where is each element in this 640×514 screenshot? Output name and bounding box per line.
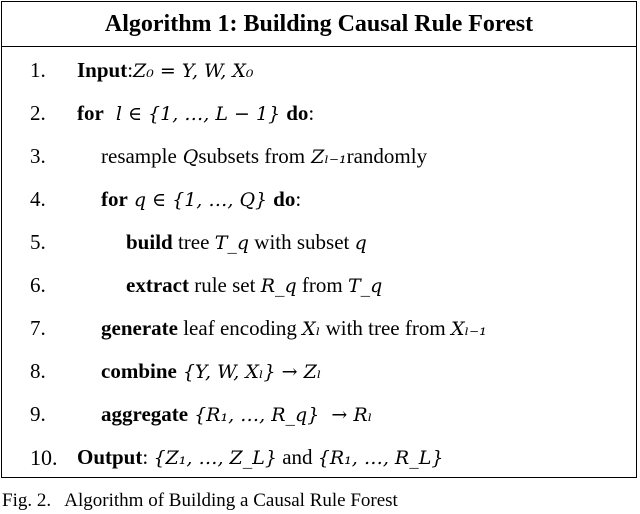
keyword: for <box>77 101 104 125</box>
step-text: with tree from <box>320 316 451 340</box>
step-text: : <box>142 445 154 469</box>
step-number: 5. <box>30 230 46 254</box>
step-text: tree <box>172 230 215 254</box>
keyword: Output <box>77 445 143 469</box>
math-expression: Xₗ₋₁ <box>450 317 487 340</box>
step-6 <box>2 264 636 307</box>
math-expression: Xₗ <box>302 317 321 340</box>
algorithm-title: Algorithm 1: Building Causal Rule Forest <box>2 2 636 47</box>
step-10 <box>2 436 636 479</box>
math-expression: Zₗ₋₁ <box>311 145 347 168</box>
keyword: build <box>126 230 173 254</box>
step-text: from <box>296 273 348 297</box>
keyword: do <box>286 101 309 125</box>
step-number: 10. <box>30 444 58 470</box>
step-5 <box>2 221 636 264</box>
math-expression: q <box>354 231 367 254</box>
step-text: : <box>127 58 134 82</box>
step-text: leaf encoding <box>177 316 303 340</box>
step-9 <box>2 393 636 436</box>
keyword: aggregate <box>101 402 189 426</box>
step-4 <box>2 178 636 221</box>
keyword: for <box>101 187 128 211</box>
math-expression: {R₁, …, R_L} <box>317 446 444 469</box>
math-expression: q ∈ {1, …, Q} <box>133 188 268 211</box>
step-text: subsets from <box>198 144 306 168</box>
step-7 <box>2 307 636 350</box>
step-number: 3. <box>30 144 46 168</box>
math-expression: T_q <box>214 231 250 254</box>
algorithm-box <box>1 1 637 478</box>
step-text: randomly <box>346 144 428 168</box>
keyword: do <box>273 187 296 211</box>
step-text: resample <box>101 144 177 168</box>
step-number: 2. <box>30 101 46 125</box>
math-expression: T_q <box>347 274 383 297</box>
keyword: extract <box>126 273 189 297</box>
keyword: combine <box>101 359 177 383</box>
step-number: 7. <box>30 316 46 340</box>
step-number: 4. <box>30 187 46 211</box>
step-number: 6. <box>30 273 46 297</box>
math-expression: R_q <box>260 274 297 297</box>
step-number: 9. <box>30 402 46 426</box>
math-expression: l ∈ {1, …, L − 1} <box>115 102 281 125</box>
step-1 <box>2 49 636 92</box>
math-expression: {Y, W, Xₗ} → Zₗ <box>182 360 322 383</box>
step-text: : <box>295 187 302 211</box>
step-number: 1. <box>30 58 46 82</box>
math-expression: {R₁, …, R_q} → Rₗ <box>194 403 373 426</box>
math-expression: Z₀ = Y, W, X₀ <box>133 59 254 82</box>
math-expression: {Z₁, …, Z_L} <box>153 446 277 469</box>
step-text: with subset <box>249 230 355 254</box>
step-number: 8. <box>30 359 46 383</box>
step-2 <box>2 92 636 135</box>
figure-caption: Fig. 2. Algorithm of Building a Causal Rule Forest <box>2 490 398 511</box>
step-text: and <box>276 445 318 469</box>
step-3 <box>2 135 636 178</box>
step-8 <box>2 350 636 393</box>
keyword: generate <box>101 316 178 340</box>
keyword: Input <box>77 58 128 82</box>
step-text: rule set <box>188 273 261 297</box>
math-expression: Q <box>182 145 199 168</box>
step-text: : <box>308 101 315 125</box>
